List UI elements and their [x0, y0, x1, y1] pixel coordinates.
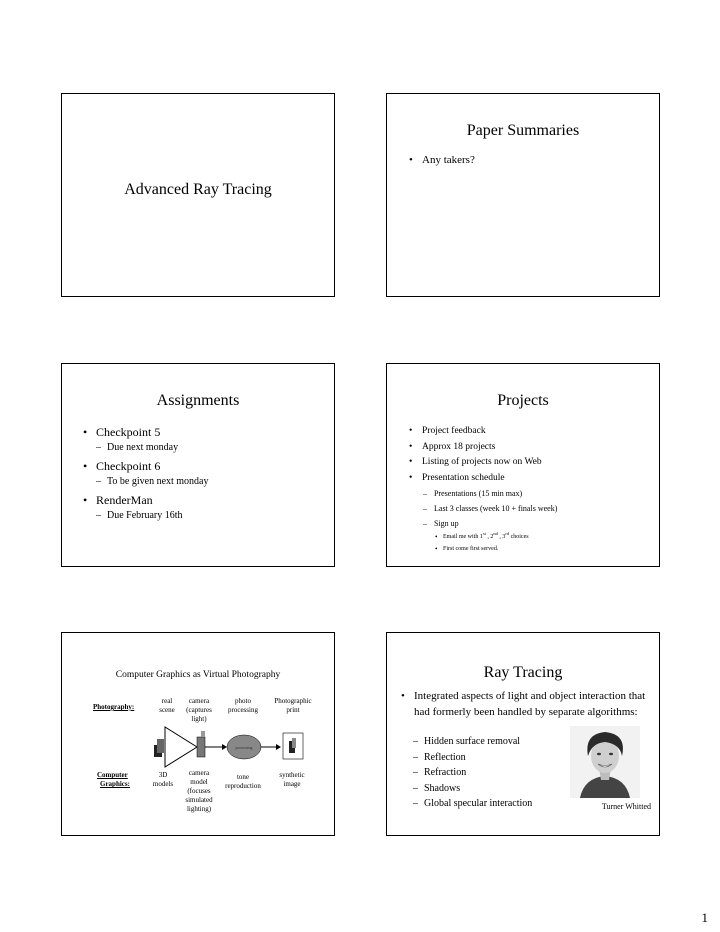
- sub-item: – Refraction: [413, 765, 532, 781]
- label-real-scene: real scene: [159, 697, 175, 714]
- slide-title: Projects: [497, 392, 549, 409]
- bullet-item: • Listing of projects now on Web: [409, 455, 557, 471]
- computer-graphics-label-line2: Graphics:: [100, 780, 130, 788]
- label-photographic-print: Photographic print: [274, 697, 312, 714]
- arrow-head: [222, 744, 227, 750]
- slide-title: Computer Graphics as Virtual Photography: [115, 670, 281, 680]
- page-number: 1: [701, 910, 708, 925]
- sub-sub-item: • First come first served.: [435, 543, 557, 555]
- slide-title: Assignments: [156, 392, 240, 409]
- sub-item: – Hidden surface removal: [413, 734, 532, 750]
- processing-text: processing: [235, 745, 253, 750]
- slide-paper-summaries: [386, 93, 660, 297]
- slide-virtual-photography: [61, 632, 335, 836]
- bullet-item: • Integrated aspects of light and object interaction that had formerly been handled by separate algorithms:: [401, 689, 658, 720]
- arrow-head: [276, 744, 281, 750]
- sub-item: – Reflection: [413, 750, 532, 766]
- label-synthetic-image: synthetic image: [279, 771, 305, 788]
- sub-sub-item: • Email me with 1st , 2nd , 3rd choices: [435, 531, 557, 543]
- camera-lens: [201, 731, 205, 737]
- slide-advanced-ray-tracing: [61, 93, 335, 297]
- bullet-item: • Checkpoint 5: [83, 424, 209, 440]
- label-camera-model: camera model (focuses simulated lighting): [185, 769, 213, 813]
- camera-frustum: [165, 727, 197, 767]
- label-camera: camera (captures light): [186, 697, 212, 723]
- sub-item: – Due next monday: [96, 440, 209, 456]
- slide-title: Paper Summaries: [466, 122, 580, 139]
- bullet-item: • Checkpoint 6: [83, 458, 209, 474]
- computer-graphics-label-line1: Computer: [97, 771, 128, 779]
- slide-projects: [386, 363, 660, 567]
- eye-right: [609, 753, 613, 755]
- pipeline-diagram: [147, 725, 307, 769]
- photography-label: Photography:: [93, 703, 135, 711]
- bullet-item: • Presentation schedule: [409, 471, 557, 487]
- sub-item: – Presentations (15 min max): [423, 486, 557, 501]
- bullet-item: • Any takers?: [409, 154, 475, 166]
- bullet-item: • Project feedback: [409, 424, 557, 440]
- sub-item: – Global specular interaction: [413, 796, 532, 812]
- sub-item: – Due February 16th: [96, 508, 209, 524]
- label-photo-processing: photo processing: [228, 697, 258, 714]
- label-3d-models: 3D models: [152, 771, 174, 788]
- slide-title: Advanced Ray Tracing: [124, 181, 272, 198]
- camera-body: [197, 737, 205, 757]
- label-tone-reproduction: tone reproduction: [225, 773, 261, 790]
- slide-title: Ray Tracing: [483, 664, 563, 681]
- print-object-gray: [292, 738, 296, 748]
- sub-item: – Last 3 classes (week 10 + finals week): [423, 501, 557, 516]
- slide-ray-tracing: [386, 632, 660, 836]
- eye-left: [597, 753, 601, 755]
- slide-assignments: [61, 363, 335, 567]
- scene-object-gray: [157, 739, 164, 753]
- sub-item: – Sign up: [423, 516, 557, 531]
- bullet-item: • Approx 18 projects: [409, 440, 557, 456]
- portrait-photo: [570, 726, 640, 798]
- photo-caption: Turner Whitted: [601, 802, 651, 811]
- sub-item: – Shadows: [413, 781, 532, 797]
- bullet-item: • RenderMan: [83, 492, 209, 508]
- sub-item: – To be given next monday: [96, 474, 209, 490]
